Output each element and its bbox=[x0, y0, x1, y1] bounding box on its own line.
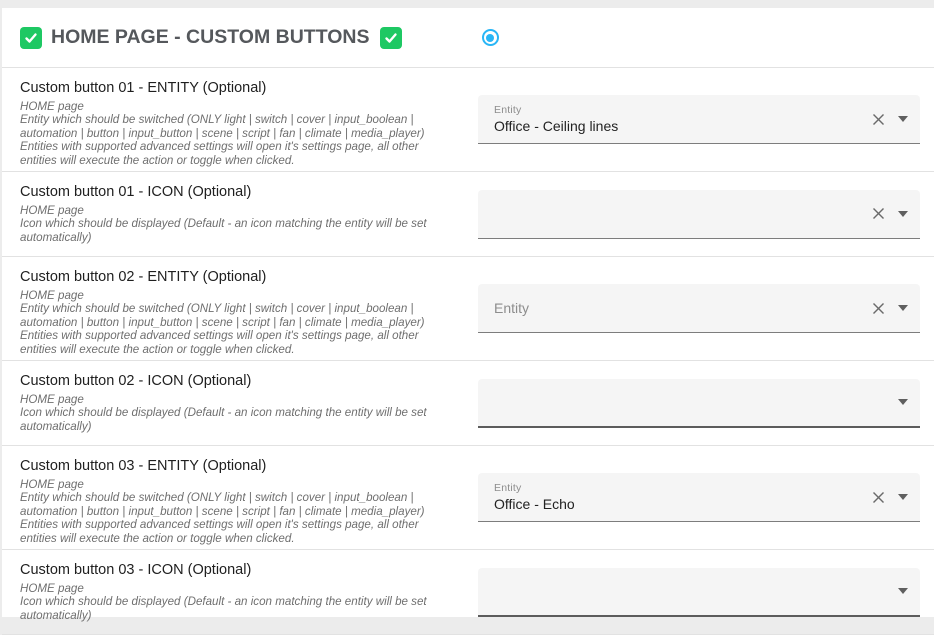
clear-icon[interactable] bbox=[870, 489, 887, 506]
setting-row-button01-icon bbox=[2, 172, 934, 257]
chevron-down-icon[interactable] bbox=[898, 399, 908, 405]
description-line: Entities with supported advanced settings will open it's settings page, all other entities will execute the action or toggle when clicked. bbox=[20, 518, 419, 545]
clear-icon[interactable] bbox=[870, 205, 887, 222]
setting-row-button03-icon bbox=[2, 550, 934, 635]
description-line: HOME page bbox=[20, 289, 84, 302]
field-label: Entity bbox=[494, 104, 522, 116]
description-line: HOME page bbox=[20, 582, 84, 595]
description-line: Icon which should be displayed (Default - an icon matching the entity will be set automatically) bbox=[20, 406, 427, 433]
description-line: Entities with supported advanced settings will open it's settings page, all other entities will execute the action or toggle when clicked. bbox=[20, 329, 419, 356]
description-line: Icon which should be displayed (Default - an icon matching the entity will be set automatically) bbox=[20, 217, 427, 244]
icon-select-button03[interactable] bbox=[478, 568, 920, 617]
description-line: Icon which should be displayed (Default - an icon matching the entity will be set automatically) bbox=[20, 595, 427, 622]
chevron-down-icon[interactable] bbox=[898, 305, 908, 311]
description-line: HOME page bbox=[20, 478, 84, 491]
section-checkbox-left[interactable] bbox=[20, 27, 42, 49]
description-line: HOME page bbox=[20, 393, 84, 406]
description-line: HOME page bbox=[20, 204, 84, 217]
setting-title: Custom button 02 - ENTITY (Optional) bbox=[20, 269, 267, 285]
description-line: Entity which should be switched (ONLY light | switch | cover | input_boolean | automation | button | input_button | scene | script | fan | climate | media_player) bbox=[20, 491, 425, 518]
checkmark-icon bbox=[24, 31, 38, 45]
settings-card bbox=[2, 8, 934, 622]
setting-title: Custom button 01 - ICON (Optional) bbox=[20, 184, 252, 200]
setting-row-button02-entity bbox=[2, 257, 934, 361]
setting-title: Custom button 02 - ICON (Optional) bbox=[20, 373, 252, 389]
entity-select-button02[interactable] bbox=[478, 284, 920, 333]
setting-description bbox=[20, 582, 446, 622]
section-header bbox=[2, 8, 934, 68]
chevron-down-icon[interactable] bbox=[898, 588, 908, 594]
clear-icon[interactable] bbox=[870, 300, 887, 317]
setting-description bbox=[20, 204, 446, 244]
setting-description bbox=[20, 100, 446, 167]
description-line: Entity which should be switched (ONLY light | switch | cover | input_boolean | automation | button | input_button | scene | script | fan | climate | media_player) bbox=[20, 113, 425, 140]
setting-description bbox=[20, 478, 446, 545]
entity-select-button03[interactable] bbox=[478, 473, 920, 522]
field-value: Office - Ceiling lines bbox=[494, 118, 619, 134]
icon-select-button02[interactable] bbox=[478, 379, 920, 428]
entity-select-button01[interactable] bbox=[478, 95, 920, 144]
chevron-down-icon[interactable] bbox=[898, 211, 908, 217]
setting-title: Custom button 03 - ENTITY (Optional) bbox=[20, 458, 267, 474]
setting-row-button01-entity bbox=[2, 68, 934, 172]
setting-description bbox=[20, 393, 446, 433]
chevron-down-icon[interactable] bbox=[898, 494, 908, 500]
radio-selected-icon[interactable] bbox=[482, 29, 499, 46]
field-value: Office - Echo bbox=[494, 496, 575, 512]
setting-title: Custom button 03 - ICON (Optional) bbox=[20, 562, 252, 578]
description-line: Entity which should be switched (ONLY light | switch | cover | input_boolean | automation | button | input_button | scene | script | fan | climate | media_player) bbox=[20, 302, 425, 329]
field-placeholder: Entity bbox=[494, 300, 530, 316]
checkmark-icon bbox=[384, 31, 398, 45]
section-title: HOME PAGE - CUSTOM BUTTONS bbox=[51, 26, 370, 48]
setting-row-button02-icon bbox=[2, 361, 934, 446]
section-checkbox-right[interactable] bbox=[380, 27, 402, 49]
icon-select-button01[interactable] bbox=[478, 190, 920, 239]
chevron-down-icon[interactable] bbox=[898, 116, 908, 122]
description-line: HOME page bbox=[20, 100, 84, 113]
setting-description bbox=[20, 289, 446, 356]
setting-title: Custom button 01 - ENTITY (Optional) bbox=[20, 80, 267, 96]
description-line: Entities with supported advanced settings will open it's settings page, all other entities will execute the action or toggle when clicked. bbox=[20, 140, 419, 167]
setting-row-button03-entity bbox=[2, 446, 934, 550]
clear-icon[interactable] bbox=[870, 111, 887, 128]
field-label: Entity bbox=[494, 482, 522, 494]
